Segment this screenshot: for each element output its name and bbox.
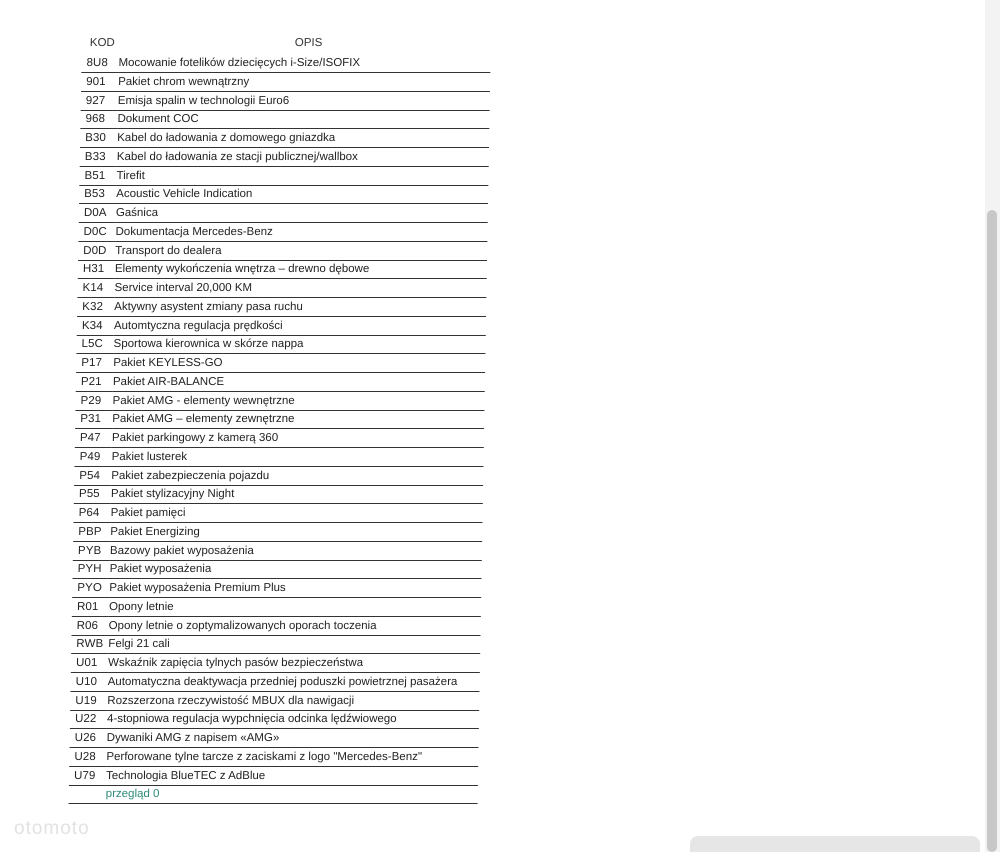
row-description: Automatyczna deaktywacja przedniej poduszki powietrznej pasażera (108, 675, 480, 692)
row-code: P49 (74, 450, 111, 467)
row-code: B33 (80, 150, 117, 167)
row-description: Service interval 20,000 KM (114, 281, 486, 298)
row-description: Mocowanie fotelików dziecięcych i-Size/ISOFIX (118, 56, 490, 73)
row-code: PYB (73, 544, 110, 561)
row-code: K34 (77, 319, 114, 336)
row-code: K32 (77, 300, 114, 317)
row-code: D0D (78, 244, 115, 261)
table-row (66, 729, 486, 748)
scan-smudge (690, 836, 980, 852)
row-code: RWB (71, 637, 108, 654)
table-row (74, 223, 494, 242)
table-row (75, 167, 495, 186)
table-row (71, 429, 491, 448)
table-row (74, 260, 494, 279)
summary-code (69, 787, 106, 804)
row-description: Opony letnie o zoptymalizowanych oporach toczenia (109, 619, 481, 636)
table-row (73, 298, 493, 317)
summary-row (65, 785, 485, 804)
table-row (73, 279, 493, 298)
row-description: Wskaźnik zapięcia tylnych pasów bezpieczeństwa (108, 656, 480, 673)
row-description: Emisja spalin w technologii Euro6 (118, 94, 490, 111)
row-description: Dywaniki AMG z napisem «AMG» (107, 731, 479, 748)
row-description: Pakiet stylizacyjny Night (111, 487, 483, 504)
table-row (77, 73, 497, 92)
row-code: H31 (78, 262, 115, 279)
table-row (76, 129, 496, 148)
table-row (73, 317, 493, 336)
row-code: P31 (75, 412, 112, 429)
row-description: Rozszerzona rzeczywistość MBUX dla nawigacji (107, 694, 479, 711)
row-description: Acoustic Vehicle Indication (116, 187, 488, 204)
table-row (72, 335, 492, 354)
table-row (70, 448, 490, 467)
row-code: U01 (71, 656, 108, 673)
watermark-logo: otomoto (14, 818, 90, 839)
row-code: P47 (75, 431, 112, 448)
table-row (77, 54, 497, 73)
row-description: Felgi 21 cali (108, 637, 480, 654)
row-code: 927 (81, 94, 118, 111)
row-description: Pakiet lusterek (111, 450, 483, 467)
header-description: OPIS (294, 37, 323, 49)
row-code: P29 (75, 394, 112, 411)
row-code: P21 (76, 375, 113, 392)
row-description: Bazowy pakiet wyposażenia (110, 544, 482, 561)
row-code: U28 (69, 750, 106, 767)
row-description: Dokument COC (117, 112, 489, 129)
row-code: U10 (71, 675, 108, 692)
row-description: Pakiet AIR-BALANCE (113, 375, 485, 392)
row-code: PYO (72, 581, 109, 598)
row-description: Automtyczna regulacja prędkości (114, 319, 486, 336)
table-row (68, 560, 488, 579)
row-code: L5C (76, 337, 113, 354)
row-description: Aktywny asystent zmiany pasa ruchu (114, 300, 486, 317)
table-row (76, 110, 496, 129)
row-description: Pakiet KEYLESS-GO (113, 356, 485, 373)
table-row (67, 635, 487, 654)
row-code: D0C (78, 225, 115, 242)
row-code: U26 (70, 731, 107, 748)
row-description: Kabel do ładowania ze stacji publicznej/wallbox (117, 150, 489, 167)
table-row (67, 654, 487, 673)
row-code: PBP (73, 525, 110, 542)
row-code: R01 (72, 600, 109, 617)
row-description: Technologia BlueTEC z AdBlue (106, 769, 478, 786)
row-description: Elementy wykończenia wnętrza – drewno dębowe (115, 262, 487, 279)
table-row (70, 467, 490, 486)
table-row (70, 485, 490, 504)
row-description: Gaśnica (116, 206, 488, 223)
row-description: Pakiet Energizing (110, 525, 482, 542)
table-row (69, 504, 489, 523)
table-row (67, 673, 487, 692)
table-row (72, 354, 492, 373)
row-code: U79 (69, 769, 106, 786)
row-code: 901 (81, 75, 118, 92)
header-code: KOD (89, 37, 115, 49)
row-code: R06 (72, 619, 109, 636)
table-row (69, 523, 489, 542)
summary-description: przegląd 0 (106, 787, 478, 804)
row-description: 4-stopniowa regulacja wypchnięcia odcinka lędźwiowego (107, 712, 479, 729)
scrollbar-thumb[interactable] (987, 210, 997, 852)
table-row (74, 242, 494, 261)
row-code: U19 (70, 694, 107, 711)
table-row (71, 392, 491, 411)
row-code: PYH (72, 562, 109, 579)
equipment-table (65, 34, 498, 804)
row-description: Pakiet pamięci (110, 506, 482, 523)
row-code: P54 (74, 469, 111, 486)
row-code: U22 (70, 712, 107, 729)
table-row (65, 748, 485, 767)
row-description: Perforowane tylne tarcze z zaciskami z logo "Mercedes-Benz" (106, 750, 478, 767)
table-header (78, 34, 498, 54)
table-row (75, 204, 495, 223)
table-body (65, 54, 498, 785)
table-row (66, 692, 486, 711)
vertical-scrollbar[interactable] (985, 0, 1000, 852)
table-row (68, 617, 488, 636)
row-description: Pakiet wyposażenia (109, 562, 481, 579)
row-description: Opony letnie (109, 600, 481, 617)
row-description: Pakiet zabezpieczenia pojazdu (111, 469, 483, 486)
row-description: Pakiet AMG - elementy wewnętrzne (112, 394, 484, 411)
table-row (75, 185, 495, 204)
table-row (65, 767, 485, 786)
row-code: 8U8 (81, 56, 118, 73)
row-description: Pakiet chrom wewnątrzny (118, 75, 490, 92)
row-description: Transport do dealera (115, 244, 487, 261)
row-code: K14 (77, 281, 114, 298)
row-description: Pakiet wyposażenia Premium Plus (109, 581, 481, 598)
table-row (72, 373, 492, 392)
row-description: Sportowa kierownica w skórze nappa (113, 337, 485, 354)
table-row (77, 92, 497, 111)
row-description: Dokumentacja Mercedes-Benz (115, 225, 487, 242)
table-row (68, 598, 488, 617)
row-code: P55 (74, 487, 111, 504)
table-row (69, 542, 489, 561)
row-description: Tirefit (116, 169, 488, 186)
table-row (68, 579, 488, 598)
row-description: Pakiet parkingowy z kamerą 360 (112, 431, 484, 448)
row-code: B53 (79, 187, 116, 204)
row-code: B30 (80, 131, 117, 148)
row-code: P17 (76, 356, 113, 373)
row-code: 968 (80, 112, 117, 129)
table-row (71, 410, 491, 429)
row-description: Pakiet AMG – elementy zewnętrzne (112, 412, 484, 429)
table-row (66, 710, 486, 729)
row-code: P64 (73, 506, 110, 523)
table-row (76, 148, 496, 167)
row-code: B51 (79, 169, 116, 186)
row-description: Kabel do ładowania z domowego gniazdka (117, 131, 489, 148)
row-code: D0A (79, 206, 116, 223)
